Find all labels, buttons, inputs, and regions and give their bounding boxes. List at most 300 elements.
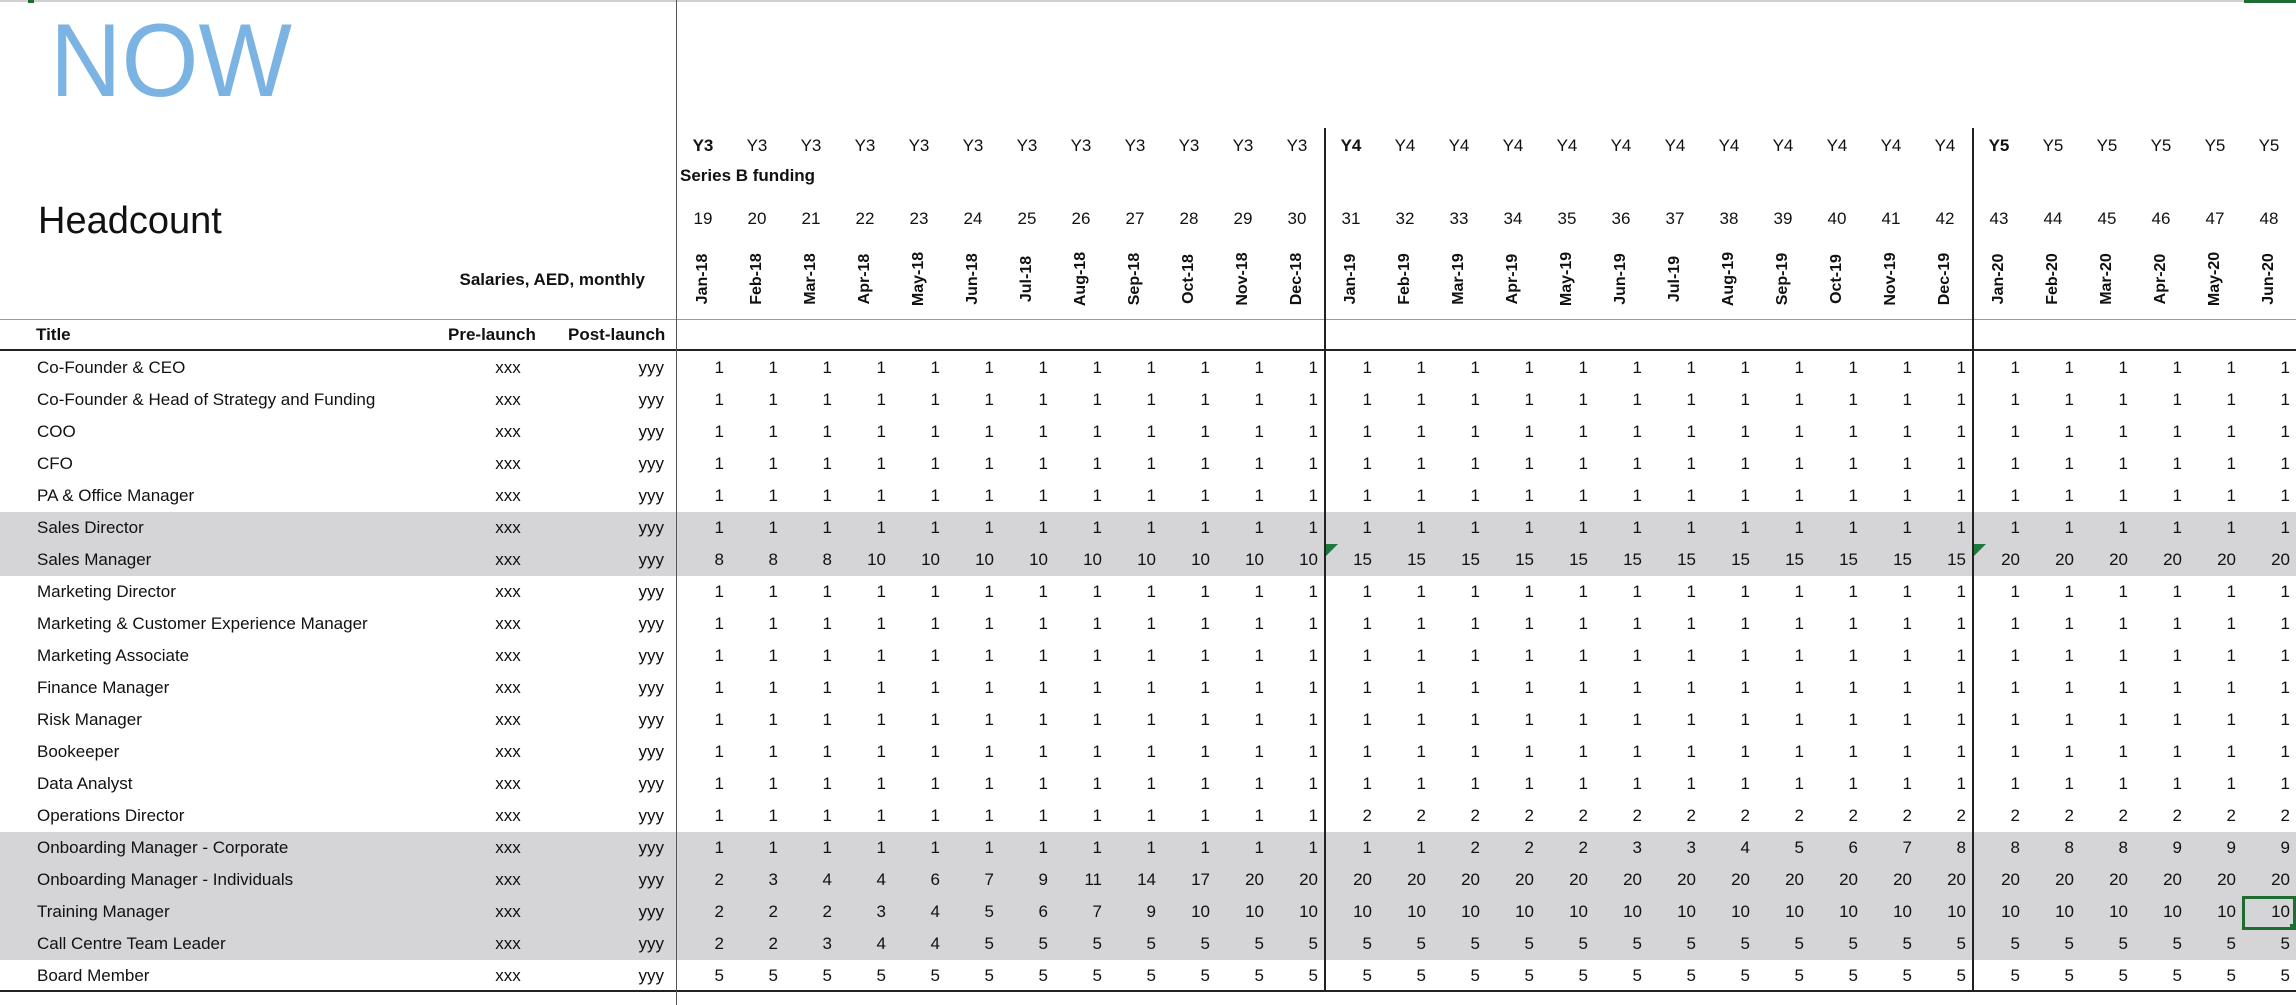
headcount-cell[interactable]: 1 <box>1794 582 1804 601</box>
headcount-cell[interactable]: 1 <box>2280 710 2290 729</box>
headcount-cell[interactable]: 1 <box>2118 774 2128 793</box>
headcount-cell[interactable]: 1 <box>2010 678 2020 697</box>
headcount-cell[interactable]: 1 <box>1308 710 1318 729</box>
headcount-cell[interactable]: 1 <box>1254 582 1264 601</box>
headcount-cell[interactable]: 1 <box>1848 646 1858 665</box>
headcount-cell[interactable]: 1 <box>1470 678 1480 697</box>
headcount-cell[interactable]: 20 <box>1623 870 1642 889</box>
headcount-cell[interactable]: 15 <box>1785 550 1804 569</box>
headcount-cell[interactable]: 1 <box>1362 646 1372 665</box>
headcount-cell[interactable]: 5 <box>1902 934 1912 953</box>
headcount-cell[interactable]: 5 <box>1524 934 1534 953</box>
headcount-cell[interactable]: 1 <box>1848 614 1858 633</box>
headcount-cell[interactable]: 1 <box>2172 390 2182 409</box>
headcount-cell[interactable]: 5 <box>1956 966 1966 985</box>
headcount-cell[interactable]: 1 <box>1038 454 1048 473</box>
headcount-cell[interactable]: 1 <box>2010 390 2020 409</box>
row-title-cell[interactable]: Co-Founder & Head of Strategy and Funding <box>37 390 376 409</box>
headcount-cell[interactable]: 1 <box>876 678 886 697</box>
row-title-cell[interactable]: PA & Office Manager <box>37 486 195 505</box>
headcount-cell[interactable]: 1 <box>822 358 832 377</box>
headcount-cell[interactable]: 10 <box>1299 902 1318 921</box>
headcount-cell[interactable]: 1 <box>1146 742 1156 761</box>
headcount-cell[interactable]: 1 <box>768 678 778 697</box>
headcount-cell[interactable]: 1 <box>984 486 994 505</box>
headcount-cell[interactable]: 1 <box>2280 358 2290 377</box>
headcount-cell[interactable]: 1 <box>1794 614 1804 633</box>
headcount-cell[interactable]: 6 <box>930 870 940 889</box>
headcount-cell[interactable]: 1 <box>1578 358 1588 377</box>
headcount-cell[interactable]: 1 <box>2064 678 2074 697</box>
post-launch-salary-cell[interactable]: yyy <box>638 582 664 601</box>
headcount-cell[interactable]: 1 <box>822 582 832 601</box>
headcount-cell[interactable]: 1 <box>1524 678 1534 697</box>
post-launch-salary-cell[interactable]: yyy <box>638 838 664 857</box>
headcount-cell[interactable]: 1 <box>1740 454 1750 473</box>
headcount-cell[interactable]: 1 <box>2172 358 2182 377</box>
headcount-cell[interactable]: 1 <box>1902 582 1912 601</box>
headcount-cell[interactable]: 1 <box>1362 454 1372 473</box>
headcount-cell[interactable]: 1 <box>1740 678 1750 697</box>
headcount-cell[interactable]: 1 <box>1632 454 1642 473</box>
headcount-cell[interactable]: 7 <box>984 870 994 889</box>
headcount-cell[interactable]: 1 <box>1902 678 1912 697</box>
headcount-cell[interactable]: 2 <box>1524 838 1534 857</box>
headcount-cell[interactable]: 8 <box>768 550 778 569</box>
headcount-cell[interactable]: 1 <box>876 390 886 409</box>
month-header-cell[interactable] <box>1378 248 1432 310</box>
headcount-cell[interactable]: 1 <box>1254 710 1264 729</box>
headcount-cell[interactable]: 1 <box>1632 774 1642 793</box>
headcount-cell[interactable]: 7 <box>1902 838 1912 857</box>
headcount-cell[interactable]: 1 <box>1902 390 1912 409</box>
headcount-cell[interactable]: 1 <box>1848 710 1858 729</box>
headcount-cell[interactable]: 1 <box>2226 710 2236 729</box>
headcount-cell[interactable]: 1 <box>768 422 778 441</box>
headcount-cell[interactable]: 5 <box>1686 934 1696 953</box>
headcount-cell[interactable]: 1 <box>1686 678 1696 697</box>
headcount-cell[interactable]: 2 <box>714 902 724 921</box>
row-title-cell[interactable]: Bookeeper <box>37 742 120 761</box>
headcount-cell[interactable]: 1 <box>1308 582 1318 601</box>
headcount-cell[interactable]: 15 <box>1407 550 1426 569</box>
headcount-cell[interactable]: 1 <box>1524 710 1534 729</box>
headcount-cell[interactable]: 5 <box>2064 966 2074 985</box>
headcount-cell[interactable]: 1 <box>1146 422 1156 441</box>
headcount-cell[interactable]: 1 <box>1200 614 1210 633</box>
fill-handle[interactable] <box>2290 924 2296 930</box>
headcount-cell[interactable]: 1 <box>1362 390 1372 409</box>
headcount-cell[interactable]: 1 <box>1956 614 1966 633</box>
headcount-cell[interactable]: 2 <box>2280 806 2290 825</box>
headcount-cell[interactable]: 1 <box>2280 646 2290 665</box>
headcount-cell[interactable]: 5 <box>1956 934 1966 953</box>
headcount-cell[interactable]: 10 <box>1731 902 1750 921</box>
headcount-cell[interactable]: 1 <box>1038 390 1048 409</box>
headcount-cell[interactable]: 10 <box>2271 902 2290 921</box>
post-launch-salary-cell[interactable]: yyy <box>638 614 664 633</box>
headcount-cell[interactable]: 1 <box>1956 710 1966 729</box>
headcount-cell[interactable]: 1 <box>1632 518 1642 537</box>
headcount-cell[interactable]: 1 <box>2010 358 2020 377</box>
headcount-cell[interactable]: 1 <box>1200 710 1210 729</box>
headcount-cell[interactable]: 1 <box>822 454 832 473</box>
headcount-cell[interactable]: 2 <box>822 902 832 921</box>
headcount-cell[interactable]: 6 <box>1038 902 1048 921</box>
headcount-cell[interactable]: 1 <box>714 518 724 537</box>
headcount-cell[interactable]: 10 <box>1785 902 1804 921</box>
headcount-cell[interactable]: 1 <box>930 646 940 665</box>
headcount-cell[interactable]: 1 <box>2172 646 2182 665</box>
headcount-cell[interactable]: 1 <box>1794 774 1804 793</box>
headcount-cell[interactable]: 1 <box>1632 358 1642 377</box>
headcount-cell[interactable]: 2 <box>1902 806 1912 825</box>
pre-launch-salary-cell[interactable]: xxx <box>495 454 521 473</box>
headcount-cell[interactable]: 1 <box>768 358 778 377</box>
headcount-cell[interactable]: 10 <box>1191 550 1210 569</box>
headcount-cell[interactable]: 1 <box>1038 486 1048 505</box>
row-title-cell[interactable]: Co-Founder & CEO <box>37 358 186 377</box>
headcount-cell[interactable]: 1 <box>876 454 886 473</box>
headcount-cell[interactable]: 1 <box>1200 806 1210 825</box>
headcount-cell[interactable]: 1 <box>1848 518 1858 537</box>
headcount-cell[interactable]: 1 <box>1416 486 1426 505</box>
headcount-cell[interactable]: 1 <box>1470 518 1480 537</box>
month-header-cell[interactable] <box>1756 248 1810 310</box>
headcount-cell[interactable]: 20 <box>1407 870 1426 889</box>
headcount-cell[interactable]: 1 <box>1848 742 1858 761</box>
headcount-cell[interactable]: 1 <box>930 390 940 409</box>
headcount-cell[interactable]: 1 <box>1308 486 1318 505</box>
headcount-cell[interactable]: 1 <box>1308 678 1318 697</box>
pre-launch-salary-cell[interactable]: xxx <box>495 550 521 569</box>
headcount-cell[interactable]: 2 <box>768 902 778 921</box>
headcount-cell[interactable]: 1 <box>1254 774 1264 793</box>
headcount-cell[interactable]: 1 <box>1740 614 1750 633</box>
headcount-cell[interactable]: 1 <box>1902 614 1912 633</box>
headcount-cell[interactable]: 5 <box>984 934 994 953</box>
headcount-cell[interactable]: 1 <box>1146 486 1156 505</box>
headcount-cell[interactable]: 1 <box>984 518 994 537</box>
headcount-cell[interactable]: 1 <box>876 774 886 793</box>
headcount-cell[interactable]: 1 <box>1470 614 1480 633</box>
headcount-cell[interactable]: 20 <box>2163 870 2182 889</box>
headcount-cell[interactable]: 1 <box>1416 390 1426 409</box>
headcount-cell[interactable]: 1 <box>2064 390 2074 409</box>
headcount-cell[interactable]: 1 <box>1794 358 1804 377</box>
month-header-cell[interactable] <box>1594 248 1648 310</box>
headcount-cell[interactable]: 1 <box>1416 774 1426 793</box>
headcount-cell[interactable]: 1 <box>1308 422 1318 441</box>
row-title-cell[interactable]: Operations Director <box>37 806 185 825</box>
headcount-cell[interactable]: 1 <box>768 742 778 761</box>
pre-launch-salary-cell[interactable]: xxx <box>495 422 521 441</box>
headcount-cell[interactable]: 1 <box>1740 582 1750 601</box>
headcount-cell[interactable]: 1 <box>1632 390 1642 409</box>
headcount-cell[interactable]: 1 <box>1794 422 1804 441</box>
headcount-cell[interactable]: 1 <box>1524 454 1534 473</box>
headcount-cell[interactable]: 1 <box>2226 582 2236 601</box>
headcount-cell[interactable]: 1 <box>2010 710 2020 729</box>
headcount-cell[interactable]: 15 <box>1947 550 1966 569</box>
headcount-cell[interactable]: 1 <box>1038 806 1048 825</box>
headcount-cell[interactable]: 1 <box>822 390 832 409</box>
headcount-cell[interactable]: 1 <box>1578 422 1588 441</box>
headcount-cell[interactable]: 1 <box>1578 614 1588 633</box>
pre-launch-salary-cell[interactable]: xxx <box>495 486 521 505</box>
headcount-cell[interactable]: 1 <box>2064 710 2074 729</box>
headcount-cell[interactable]: 1 <box>876 646 886 665</box>
headcount-cell[interactable]: 1 <box>1038 678 1048 697</box>
headcount-cell[interactable]: 1 <box>1956 390 1966 409</box>
post-launch-salary-cell[interactable]: yyy <box>638 678 664 697</box>
post-launch-salary-cell[interactable]: yyy <box>638 934 664 953</box>
headcount-cell[interactable]: 1 <box>714 678 724 697</box>
headcount-cell[interactable]: 2 <box>1686 806 1696 825</box>
headcount-cell[interactable]: 1 <box>1092 614 1102 633</box>
row-title-cell[interactable]: Training Manager <box>37 902 170 921</box>
headcount-cell[interactable]: 5 <box>714 966 724 985</box>
headcount-cell[interactable]: 1 <box>1092 486 1102 505</box>
headcount-cell[interactable]: 5 <box>1848 966 1858 985</box>
headcount-cell[interactable]: 10 <box>2217 902 2236 921</box>
headcount-cell[interactable]: 1 <box>2280 742 2290 761</box>
headcount-cell[interactable]: 1 <box>1416 614 1426 633</box>
headcount-cell[interactable]: 1 <box>2064 358 2074 377</box>
headcount-cell[interactable]: 1 <box>1524 614 1534 633</box>
headcount-cell[interactable]: 15 <box>1677 550 1696 569</box>
headcount-cell[interactable]: 5 <box>2172 966 2182 985</box>
headcount-cell[interactable]: 1 <box>1362 582 1372 601</box>
headcount-cell[interactable]: 1 <box>1740 486 1750 505</box>
post-launch-salary-cell[interactable]: yyy <box>638 390 664 409</box>
pre-launch-salary-cell[interactable]: xxx <box>495 966 521 985</box>
headcount-cell[interactable]: 1 <box>984 390 994 409</box>
headcount-cell[interactable]: 1 <box>1848 390 1858 409</box>
headcount-cell[interactable]: 1 <box>1470 422 1480 441</box>
headcount-cell[interactable]: 1 <box>984 742 994 761</box>
headcount-cell[interactable]: 1 <box>1308 358 1318 377</box>
headcount-cell[interactable]: 2 <box>2118 806 2128 825</box>
headcount-cell[interactable]: 1 <box>1038 710 1048 729</box>
headcount-cell[interactable]: 1 <box>2172 774 2182 793</box>
row-title-cell[interactable]: COO <box>37 422 76 441</box>
pre-launch-salary-cell[interactable]: xxx <box>495 742 521 761</box>
headcount-cell[interactable]: 5 <box>1362 966 1372 985</box>
headcount-cell[interactable]: 9 <box>2226 838 2236 857</box>
headcount-cell[interactable]: 1 <box>1254 838 1264 857</box>
headcount-cell[interactable]: 20 <box>2001 550 2020 569</box>
headcount-cell[interactable]: 1 <box>2118 678 2128 697</box>
headcount-cell[interactable]: 1 <box>1254 614 1264 633</box>
headcount-cell[interactable]: 1 <box>1200 454 1210 473</box>
headcount-cell[interactable]: 1 <box>2226 518 2236 537</box>
headcount-cell[interactable]: 1 <box>1146 518 1156 537</box>
headcount-cell[interactable]: 5 <box>984 966 994 985</box>
headcount-cell[interactable]: 2 <box>1848 806 1858 825</box>
headcount-cell[interactable]: 1 <box>1902 518 1912 537</box>
headcount-cell[interactable]: 1 <box>1686 742 1696 761</box>
headcount-cell[interactable]: 5 <box>1146 966 1156 985</box>
row-title-cell[interactable]: Sales Manager <box>37 550 152 569</box>
month-header-cell[interactable] <box>1324 248 1378 310</box>
headcount-cell[interactable]: 1 <box>1308 774 1318 793</box>
headcount-cell[interactable]: 1 <box>2118 518 2128 537</box>
headcount-cell[interactable]: 1 <box>1578 678 1588 697</box>
headcount-cell[interactable]: 1 <box>1794 646 1804 665</box>
headcount-cell[interactable]: 1 <box>2226 614 2236 633</box>
headcount-cell[interactable]: 5 <box>2118 934 2128 953</box>
headcount-cell[interactable]: 1 <box>1362 518 1372 537</box>
headcount-cell[interactable]: 8 <box>2118 838 2128 857</box>
headcount-cell[interactable]: 5 <box>2118 966 2128 985</box>
headcount-cell[interactable]: 1 <box>1092 518 1102 537</box>
headcount-cell[interactable]: 1 <box>1254 454 1264 473</box>
month-header-cell[interactable] <box>1216 248 1270 310</box>
headcount-cell[interactable]: 5 <box>1794 966 1804 985</box>
headcount-cell[interactable]: 1 <box>822 422 832 441</box>
headcount-cell[interactable]: 20 <box>2271 870 2290 889</box>
headcount-cell[interactable]: 1 <box>876 518 886 537</box>
headcount-cell[interactable]: 1 <box>714 646 724 665</box>
headcount-cell[interactable]: 1 <box>1632 742 1642 761</box>
headcount-cell[interactable]: 1 <box>930 614 940 633</box>
headcount-cell[interactable]: 17 <box>1191 870 1210 889</box>
headcount-cell[interactable]: 1 <box>930 422 940 441</box>
headcount-cell[interactable]: 1 <box>1146 390 1156 409</box>
post-launch-salary-cell[interactable]: yyy <box>638 550 664 569</box>
headcount-cell[interactable]: 1 <box>1686 486 1696 505</box>
headcount-cell[interactable]: 10 <box>1461 902 1480 921</box>
headcount-cell[interactable]: 1 <box>822 710 832 729</box>
headcount-cell[interactable]: 20 <box>2163 550 2182 569</box>
headcount-cell[interactable]: 1 <box>1956 774 1966 793</box>
headcount-cell[interactable]: 1 <box>984 838 994 857</box>
headcount-cell[interactable]: 1 <box>2226 774 2236 793</box>
headcount-cell[interactable]: 1 <box>2280 774 2290 793</box>
selected-cell-outline[interactable] <box>2242 896 2296 930</box>
headcount-cell[interactable]: 1 <box>1902 774 1912 793</box>
headcount-cell[interactable]: 1 <box>2226 486 2236 505</box>
headcount-cell[interactable]: 1 <box>2118 710 2128 729</box>
headcount-cell[interactable]: 1 <box>1038 774 1048 793</box>
headcount-cell[interactable]: 1 <box>2010 486 2020 505</box>
headcount-cell[interactable]: 10 <box>1191 902 1210 921</box>
headcount-cell[interactable]: 1 <box>1686 390 1696 409</box>
headcount-cell[interactable]: 10 <box>2055 902 2074 921</box>
headcount-cell[interactable]: 5 <box>2280 966 2290 985</box>
headcount-cell[interactable]: 1 <box>2064 614 2074 633</box>
headcount-cell[interactable]: 1 <box>1524 486 1534 505</box>
row-title-cell[interactable]: Risk Manager <box>37 710 142 729</box>
post-launch-salary-cell[interactable]: yyy <box>638 486 664 505</box>
headcount-cell[interactable]: 1 <box>2172 486 2182 505</box>
headcount-cell[interactable]: 1 <box>1308 454 1318 473</box>
headcount-cell[interactable]: 1 <box>1416 646 1426 665</box>
headcount-cell[interactable]: 20 <box>1353 870 1372 889</box>
headcount-cell[interactable]: 5 <box>1254 966 1264 985</box>
headcount-cell[interactable]: 1 <box>1308 390 1318 409</box>
headcount-cell[interactable]: 1 <box>1146 678 1156 697</box>
headcount-cell[interactable]: 1 <box>2226 646 2236 665</box>
headcount-cell[interactable]: 1 <box>768 614 778 633</box>
headcount-cell[interactable]: 1 <box>1632 582 1642 601</box>
headcount-cell[interactable]: 15 <box>1353 550 1372 569</box>
headcount-cell[interactable]: 1 <box>768 774 778 793</box>
headcount-cell[interactable]: 1 <box>2172 582 2182 601</box>
headcount-cell[interactable]: 2 <box>1794 806 1804 825</box>
headcount-cell[interactable]: 1 <box>1416 838 1426 857</box>
headcount-cell[interactable]: 1 <box>1308 806 1318 825</box>
headcount-cell[interactable]: 1 <box>1470 582 1480 601</box>
headcount-cell[interactable]: 2 <box>714 870 724 889</box>
headcount-cell[interactable]: 1 <box>714 806 724 825</box>
headcount-cell[interactable]: 1 <box>1578 486 1588 505</box>
headcount-cell[interactable]: 5 <box>2010 934 2020 953</box>
headcount-cell[interactable]: 1 <box>2280 614 2290 633</box>
headcount-cell[interactable]: 5 <box>768 966 778 985</box>
headcount-cell[interactable]: 1 <box>2226 390 2236 409</box>
headcount-cell[interactable]: 2 <box>1470 838 1480 857</box>
headcount-cell[interactable]: 1 <box>1416 422 1426 441</box>
headcount-cell[interactable]: 2 <box>1470 806 1480 825</box>
headcount-cell[interactable]: 1 <box>2172 454 2182 473</box>
headcount-cell[interactable]: 4 <box>930 902 940 921</box>
headcount-cell[interactable]: 1 <box>1200 390 1210 409</box>
headcount-cell[interactable]: 1 <box>1686 614 1696 633</box>
row-title-cell[interactable]: Board Member <box>37 966 150 985</box>
headcount-cell[interactable]: 1 <box>1794 710 1804 729</box>
headcount-cell[interactable]: 20 <box>1839 870 1858 889</box>
row-title-cell[interactable]: Sales Director <box>37 518 144 537</box>
headcount-cell[interactable]: 1 <box>1362 422 1372 441</box>
headcount-cell[interactable]: 2 <box>1740 806 1750 825</box>
headcount-cell[interactable]: 1 <box>2280 486 2290 505</box>
headcount-cell[interactable]: 1 <box>984 358 994 377</box>
headcount-cell[interactable]: 20 <box>1461 870 1480 889</box>
headcount-cell[interactable]: 1 <box>2172 518 2182 537</box>
headcount-cell[interactable]: 1 <box>1524 422 1534 441</box>
headcount-cell[interactable]: 10 <box>867 550 886 569</box>
headcount-cell[interactable]: 1 <box>1362 838 1372 857</box>
headcount-cell[interactable]: 5 <box>1308 934 1318 953</box>
headcount-cell[interactable]: 1 <box>2064 454 2074 473</box>
headcount-cell[interactable]: 1 <box>1902 454 1912 473</box>
headcount-cell[interactable]: 1 <box>1092 774 1102 793</box>
headcount-cell[interactable]: 2 <box>1578 806 1588 825</box>
headcount-cell[interactable]: 10 <box>1137 550 1156 569</box>
headcount-cell[interactable]: 1 <box>2118 358 2128 377</box>
headcount-cell[interactable]: 1 <box>822 646 832 665</box>
month-header-cell[interactable] <box>1972 248 2026 310</box>
pre-launch-salary-cell[interactable]: xxx <box>495 710 521 729</box>
headcount-cell[interactable]: 1 <box>1146 838 1156 857</box>
headcount-cell[interactable]: 1 <box>1038 838 1048 857</box>
headcount-cell[interactable]: 8 <box>822 550 832 569</box>
headcount-cell[interactable]: 10 <box>1083 550 1102 569</box>
headcount-cell[interactable]: 1 <box>1848 582 1858 601</box>
headcount-cell[interactable]: 1 <box>1200 646 1210 665</box>
headcount-cell[interactable]: 1 <box>1956 582 1966 601</box>
headcount-cell[interactable]: 1 <box>1632 614 1642 633</box>
headcount-cell[interactable]: 1 <box>876 710 886 729</box>
headcount-cell[interactable]: 1 <box>1578 454 1588 473</box>
headcount-cell[interactable]: 15 <box>1461 550 1480 569</box>
headcount-cell[interactable]: 5 <box>876 966 886 985</box>
headcount-cell[interactable]: 1 <box>930 678 940 697</box>
headcount-cell[interactable]: 10 <box>1893 902 1912 921</box>
headcount-cell[interactable]: 1 <box>984 678 994 697</box>
